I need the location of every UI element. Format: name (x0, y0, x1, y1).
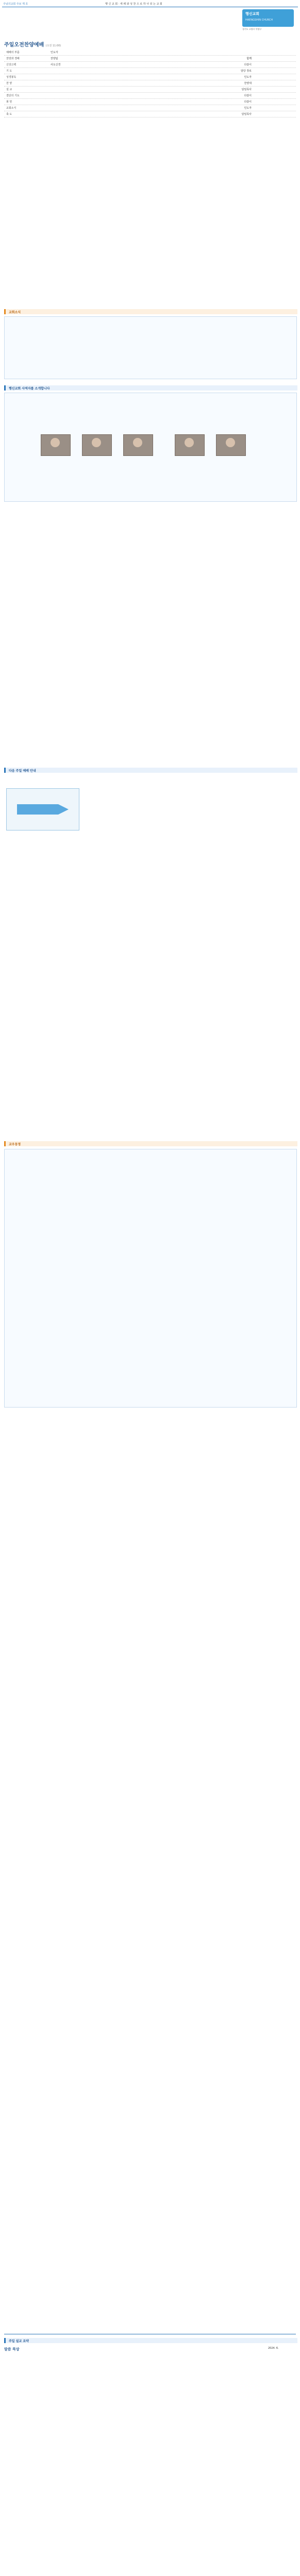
news-box (4, 316, 297, 379)
section-title-ministers: 행신교회 사역자를 소개합니다 (9, 387, 50, 391)
worship-order-leader: 인도자 (244, 107, 252, 110)
minister-face (185, 438, 194, 447)
arrow-graphic (17, 804, 69, 815)
church-motto: 행 신 교 회 · 세 례 와 성 찬 으 로 하 나 되 는 교 회 (105, 3, 162, 6)
minister-face (133, 438, 142, 447)
worship-order-row (4, 87, 296, 93)
logo-caption: 경기도 고양시 덕양구 (242, 28, 262, 30)
logo-subtitle: HAENGSHIN CHURCH (245, 19, 273, 22)
worship-order-item: 찬 양 (6, 82, 12, 85)
worship-order-item: 성경봉독 (6, 76, 16, 79)
worship-order-row (4, 99, 296, 105)
worship-order-item: 찬양과 경배 (6, 57, 20, 60)
worship-diagram (6, 788, 79, 831)
logo-title: 행신교회 (245, 12, 260, 16)
worship-order-title-sub: (오전 11:00) (45, 44, 61, 47)
worship-order-item: 설 교 (6, 88, 12, 91)
minister-photo (123, 434, 153, 456)
worship-order-item: 교회소식 (6, 107, 16, 110)
church-logo (242, 9, 294, 27)
minister-photo (41, 434, 71, 456)
worship-order-item: 봉 헌 (6, 100, 12, 104)
section-band-sermon (4, 2338, 297, 2343)
worship-order-row (4, 74, 296, 80)
section-band-news (4, 309, 297, 314)
worship-order-leader: 인도자 (244, 76, 252, 79)
worship-order-leader: 함께 (246, 57, 252, 60)
section-title-members: 교우동정 (9, 1143, 21, 1146)
worship-order-leader: 담임목사 (241, 88, 252, 91)
worship-order-detail: 찬양팀 (51, 57, 58, 60)
sermon-date: 2024. 6. (268, 2347, 279, 2350)
worship-order-row (4, 49, 296, 56)
worship-order-item: 예배의 부름 (6, 51, 20, 54)
ministers-box (4, 393, 297, 502)
worship-order-leader: 찬양대 (244, 82, 252, 85)
worship-order-leader: 담당 장로 (241, 70, 252, 73)
header-topline (2, 2, 298, 7)
worship-order-title-text: 주일오전찬양예배 (4, 42, 44, 48)
worship-order-row (4, 80, 296, 87)
worship-order-item: 축 도 (6, 113, 12, 116)
minister-face (92, 438, 101, 447)
issue-label: 주님의교회 주보 제 호 (3, 3, 28, 6)
worship-order-detail: 사도신경 (51, 63, 61, 66)
members-box (4, 1149, 297, 1408)
worship-order-item: 결단의 기도 (6, 94, 20, 97)
section-title-sermon: 주일 설교 요약 (9, 2340, 29, 2343)
section-band-ministers (4, 385, 297, 391)
worship-order-title (4, 40, 61, 48)
sermon-body (7, 2357, 293, 2576)
worship-order-leader: 담임목사 (241, 113, 252, 116)
worship-order-leader: 다같이 (244, 63, 252, 66)
worship-order-row (4, 68, 296, 74)
minister-photo (175, 434, 205, 456)
section-band-members (4, 1141, 297, 1146)
worship-order-row (4, 56, 296, 62)
worship-order-row (4, 62, 296, 68)
worship-order-row (4, 93, 296, 99)
section-band-next-week (4, 768, 297, 773)
worship-order-leader: 다같이 (244, 100, 252, 104)
section-title-news: 교회소식 (9, 311, 21, 314)
worship-order-detail: 인도자 (51, 51, 58, 54)
worship-order-leader: 다같이 (244, 94, 252, 97)
sermon-heading: 말씀 묵상 (4, 2347, 20, 2351)
section-title-next-week: 다음 주일 예배 안내 (9, 769, 36, 773)
minister-face (51, 438, 60, 447)
worship-order-item: 신앙고백 (6, 63, 16, 66)
minister-photo (216, 434, 246, 456)
minister-face (226, 438, 235, 447)
bulletin-header (0, 0, 300, 35)
worship-order-row (4, 111, 296, 117)
worship-order-item: 기 도 (6, 70, 12, 73)
worship-order-row (4, 105, 296, 111)
minister-photo (82, 434, 112, 456)
